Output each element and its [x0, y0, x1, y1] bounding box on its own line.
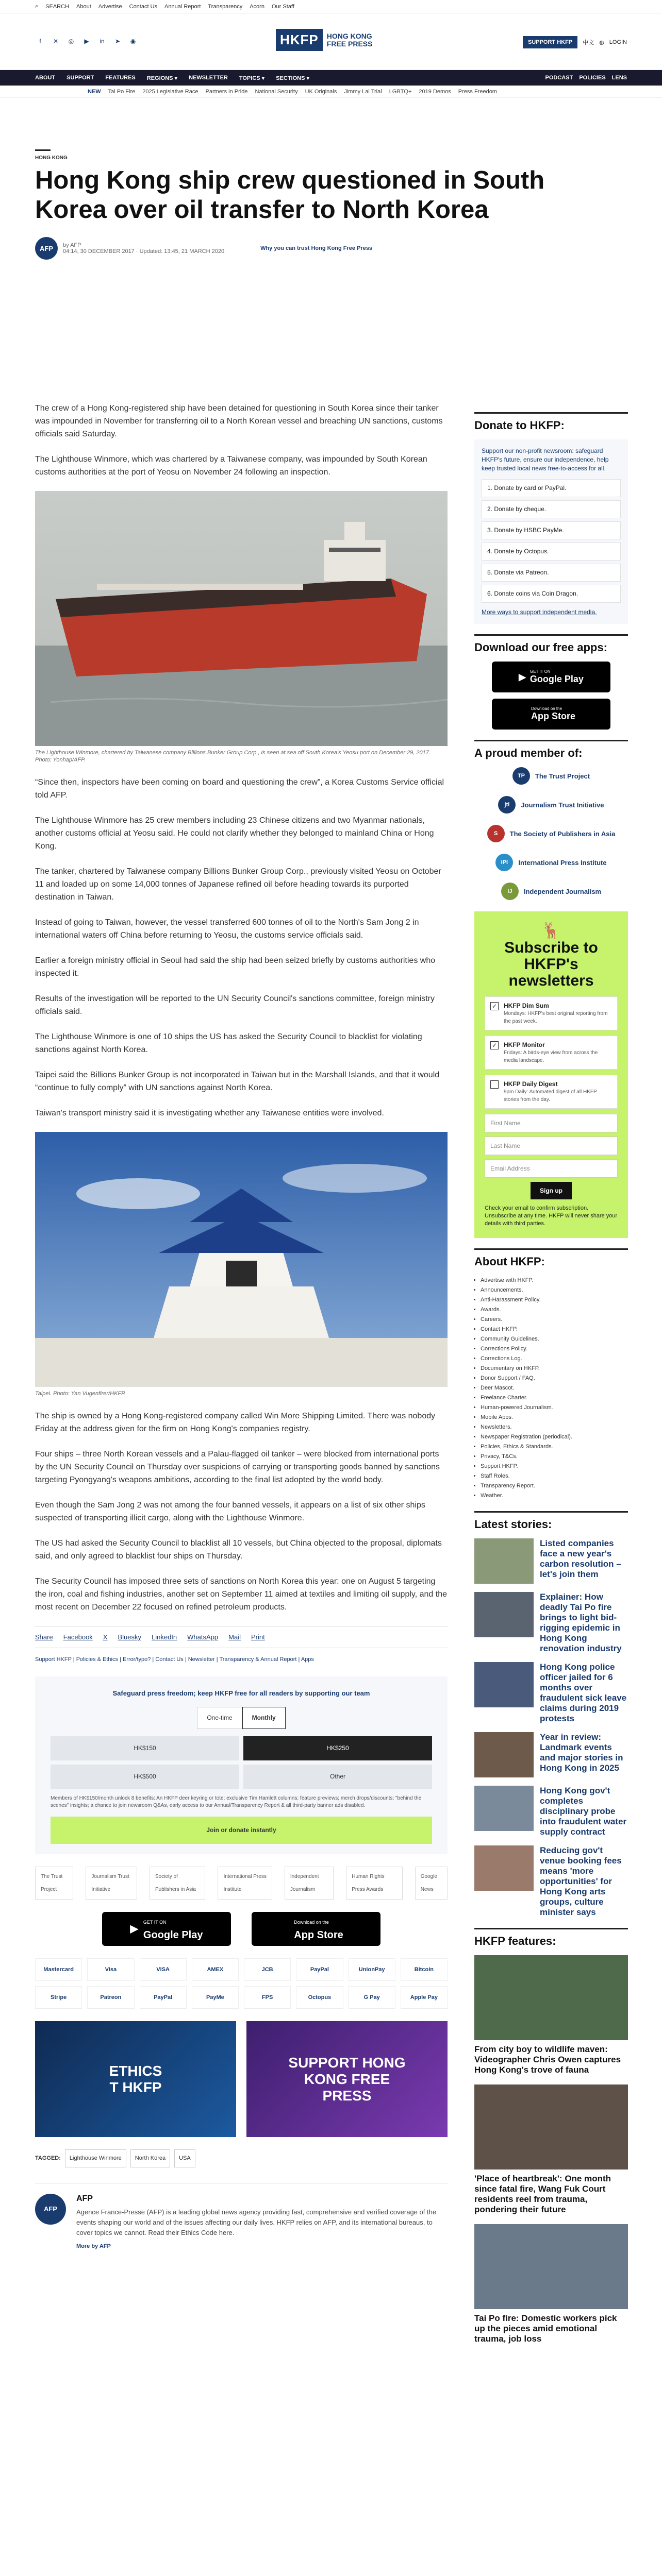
- story-title[interactable]: Year in review: Landmark events and major stories in Hong Kong in 2025: [540, 1732, 623, 1773]
- amount-option[interactable]: HK$500: [51, 1765, 239, 1789]
- feature-title[interactable]: Tai Po fire: Domestic workers pick up the pieces amid emotional trauma, job loss: [474, 2313, 617, 2344]
- amount-options: [51, 1736, 432, 1789]
- nav-policies[interactable]: POLICIES: [579, 75, 606, 81]
- about-links: [474, 1276, 628, 1501]
- newsletter-option[interactable]: HKFP Daily Digest 9pm Daily: Automated digest of all HKFP stories from the day.: [485, 1075, 618, 1109]
- paypal-icon[interactable]: PayPal: [140, 1986, 187, 2009]
- author-box: [35, 2183, 448, 2251]
- member-logo[interactable]: S The Society of Publishers in Asia: [474, 825, 628, 842]
- paragraph: Instead of going to Taiwan, however, the vessel transferred 600 tonnes of oil to the North's Sam Jong 2 in international waters off China before returning to Yeosu, the customs service officials said.: [35, 918, 419, 940]
- trust-link[interactable]: Why you can trust Hong Kong Free Press: [260, 245, 373, 251]
- paragraph: The crew of a Hong Kong-registered ship have been detained for questioning in South Korea since their tanker was impounded in November for transferring oil to a North Korean vessel and breaching UN sanctions, customs officials said Saturday.: [35, 404, 443, 438]
- paragraph: The US had asked the Security Council to blacklist all 10 vessels, but China objected to the proposal, diplomats said, and only agreed to blacklist four ships on Thursday.: [35, 1539, 442, 1561]
- sidebar-app-store-button[interactable]: Download on the App Store: [492, 699, 610, 730]
- features-title: HKFP features:: [474, 1928, 628, 1948]
- nav-lens[interactable]: LENS: [611, 75, 627, 81]
- byline: [35, 237, 628, 260]
- jcb-icon[interactable]: JCB: [244, 1958, 291, 1981]
- signup-button[interactable]: Sign up: [531, 1182, 572, 1199]
- top-utility-bar: [0, 0, 662, 13]
- about-link[interactable]: • Donor Support / FAQ.: [481, 1374, 628, 1383]
- trending-tag[interactable]: 2019 Demos: [419, 88, 451, 95]
- about-link[interactable]: • Policies, Ethics & Standards.: [481, 1442, 628, 1452]
- about-link[interactable]: • Announcements.: [481, 1285, 628, 1295]
- more-by-author-link[interactable]: More by AFP: [76, 2243, 111, 2249]
- topbar-link-transparency[interactable]: Transparency: [208, 3, 243, 10]
- latest-stories: [474, 1538, 628, 1918]
- tags-label: TAGGED:: [35, 2155, 61, 2161]
- apps-title: Download our free apps:: [474, 634, 628, 654]
- share-bluesky[interactable]: Bluesky: [118, 1633, 141, 1641]
- support-module: [35, 1676, 448, 1854]
- apple-pay-icon[interactable]: Apple Pay: [401, 1986, 448, 2009]
- sidebar: [474, 402, 628, 2353]
- trending-tag[interactable]: LGBTQ+: [389, 88, 412, 95]
- ipi-icon: IPI: [495, 854, 513, 871]
- about-link[interactable]: • Privacy, T&Cs.: [481, 1452, 628, 1462]
- figure-taipei: [35, 1132, 448, 1397]
- tag[interactable]: Lighthouse Winmore: [65, 2149, 126, 2167]
- story-title[interactable]: Listed companies face a new year's carbon resolution – let's join them: [540, 1538, 621, 1579]
- article-body: [35, 402, 448, 2251]
- checkbox[interactable]: [490, 1080, 499, 1089]
- byline-date: 04:14, 30 DECEMBER 2017 · Updated: 13:45, 21 MARCH 2020: [63, 248, 225, 255]
- paragraph: Results of the investigation will be reported to the UN Security Council's sanctions committee, foreign ministry officials said.: [35, 994, 435, 1016]
- mastercard-icon[interactable]: Mastercard: [35, 1958, 82, 1981]
- visa-icon[interactable]: Visa: [87, 1958, 134, 1981]
- search-icon[interactable]: ⌕: [35, 3, 39, 9]
- byline-author[interactable]: by AFP: [63, 242, 81, 248]
- partner-logo[interactable]: The Trust Project: [35, 1867, 73, 1900]
- about-link[interactable]: • Newspaper Registration (periodical).: [481, 1432, 628, 1442]
- story-thumbnail[interactable]: [474, 1538, 534, 1584]
- about-link[interactable]: • Mobile Apps.: [481, 1413, 628, 1422]
- donate-title: Donate to HKFP:: [474, 412, 628, 432]
- chinese-link[interactable]: 中文: [583, 40, 594, 46]
- about-link[interactable]: • Anti-Harassment Policy.: [481, 1295, 628, 1305]
- share-linkedin[interactable]: LinkedIn: [152, 1633, 177, 1641]
- article-footer-links[interactable]: Support HKFP | Policies & Ethics | Error/typo? | Contact Us | Newsletter | Transparency & Annual Report | Apps: [35, 1656, 314, 1663]
- article-category[interactable]: HONG KONG: [35, 149, 51, 161]
- facebook-icon[interactable]: f: [39, 38, 41, 45]
- article-tags: [35, 2149, 448, 2167]
- about-link[interactable]: • Corrections Log.: [481, 1354, 628, 1364]
- social-links: [35, 36, 138, 46]
- donate-intro[interactable]: Support our non-profit newsroom: safeguard HKFP's future, ensure our independence, help keep trusted local news free-to-access for all.: [482, 447, 609, 472]
- member-logo[interactable]: jti Journalism Trust Initiative: [474, 796, 628, 814]
- new-label: NEW: [88, 88, 101, 95]
- site-logo[interactable]: [276, 29, 372, 51]
- article-header: [35, 139, 628, 260]
- nav-newsletter[interactable]: NEWSLETTER: [189, 75, 228, 81]
- paragraph: The Security Council has imposed three sets of sanctions on North Korea this year: one on August 5 targeting the iron, coal and fishing industries, another set on September 11 aimed at textiles and limiting oil supply, and the most recent on December 22 focused on refined petroleum products.: [35, 1577, 447, 1612]
- figure-caption: The Lighthouse Winmore, chartered by Taiwanese company Billions Bunker Group Corp., is seen at sea off South Korea's Yeosu port on December 29, 2017. Photo: Yonhap/AFP.: [35, 750, 431, 763]
- donate-option[interactable]: 5. Donate via Patreon.: [482, 564, 621, 582]
- about-link[interactable]: • Documentary on HKFP.: [481, 1364, 628, 1374]
- tag[interactable]: North Korea: [130, 2149, 170, 2167]
- story-item[interactable]: [474, 1538, 628, 1584]
- about-link[interactable]: • Community Guidelines.: [481, 1334, 628, 1344]
- rss-icon[interactable]: ◉: [130, 38, 136, 45]
- twitter-icon[interactable]: ✕: [53, 38, 59, 45]
- telegram-icon[interactable]: ➤: [114, 38, 121, 45]
- youtube-icon[interactable]: ▶: [84, 38, 89, 45]
- paragraph: Earlier a foreign ministry official in Seoul had said the ship had been seized briefly by customs authorities who inspected it.: [35, 956, 436, 978]
- frequency-toggle: [45, 1707, 437, 1729]
- paragraph: Four ships – three North Korean vessels and a Palau-flagged oil tanker – were blocked from international ports by the UN Security Council on Thursday over suspicions of carrying or transporting goods banned by sanctions targeting Pyongyang's weapons ambitions, according to the final list adopted by the world body.: [35, 1450, 440, 1484]
- figure-caption: Taipei. Photo: Yan Vugenfirer/HKFP.: [35, 1391, 126, 1397]
- app-store-button[interactable]: Download on the App Store: [252, 1912, 380, 1946]
- story-title[interactable]: Hong Kong gov't completes disciplinary probe into fraudulent water supply contract: [540, 1786, 627, 1837]
- amount-option-other[interactable]: Other: [243, 1765, 432, 1789]
- partner-logo[interactable]: International Press Institute: [218, 1867, 272, 1900]
- nav-features[interactable]: FEATURES: [105, 75, 136, 81]
- app-download-row: [35, 1912, 448, 1946]
- topbar-link-about[interactable]: About: [76, 3, 91, 10]
- jti-icon: jti: [498, 796, 516, 814]
- nav-support[interactable]: SUPPORT: [67, 75, 94, 81]
- about-link[interactable]: • Transparency Report.: [481, 1481, 628, 1491]
- paragraph: Taiwan's transport ministry said it is investigating whether any Taiwanese entities were involved.: [35, 1109, 384, 1117]
- share-x[interactable]: X: [103, 1633, 108, 1641]
- amount-option[interactable]: HK$150: [51, 1736, 239, 1760]
- feature-stories: [474, 1955, 628, 2344]
- amount-option-selected[interactable]: HK$250: [243, 1736, 432, 1760]
- about-link[interactable]: • Contact HKFP.: [481, 1325, 628, 1334]
- about-link[interactable]: • Freelance Charter.: [481, 1393, 628, 1403]
- about-link[interactable]: • Newsletters.: [481, 1422, 628, 1432]
- latest-title: Latest stories:: [474, 1511, 628, 1531]
- topbar-link-advertise[interactable]: Advertise: [98, 3, 122, 10]
- feature-image[interactable]: [474, 2224, 628, 2309]
- feature-title[interactable]: From city boy to wildlife maven: Videographer Chris Owen captures Hong Kong's trove of fauna: [474, 2044, 621, 2075]
- trending-tag[interactable]: Tai Po Fire: [108, 88, 136, 95]
- brand-header: [0, 13, 662, 70]
- story-thumbnail[interactable]: [474, 1662, 534, 1707]
- linkedin-icon[interactable]: in: [100, 38, 105, 45]
- member-logo[interactable]: IPI International Press Institute: [474, 854, 628, 871]
- newsletter-note: Check your email to confirm subscription. Unsubscribe at any time. HKFP will never share your details with third parties.: [485, 1205, 618, 1227]
- partner-logo[interactable]: Independent Journalism: [285, 1867, 334, 1900]
- ethics-banner[interactable]: ETHICS T HKFP: [35, 2021, 236, 2137]
- trending-tag[interactable]: UK Originals: [305, 88, 337, 95]
- paragraph: The ship is owned by a Hong Kong-registered company called Win More Shipping Limited. There was nobody Friday at the address given for the firm on Hong Kong's companies registry.: [35, 1412, 436, 1433]
- search-link[interactable]: SEARCH: [45, 3, 70, 10]
- instagram-icon[interactable]: ◎: [68, 38, 74, 45]
- share-bar: [35, 1626, 448, 1648]
- patreon-icon[interactable]: Patreon: [87, 1986, 134, 2009]
- story-item[interactable]: [474, 1592, 628, 1654]
- unionpay-icon[interactable]: UnionPay: [349, 1958, 395, 1981]
- deer-mascot-icon: 🦌: [541, 922, 561, 939]
- octopus-icon[interactable]: Octopus: [296, 1986, 343, 2009]
- partner-logo[interactable]: Journalism Trust Initiative: [86, 1867, 137, 1900]
- partner-logo[interactable]: Google News: [415, 1867, 448, 1900]
- paragraph: The Lighthouse Winmore, which was chartered by a Taiwanese company, was impounded by South Korean customs authorities at the port of Yeosu on November 24 following an inspection.: [35, 455, 427, 477]
- support-headline[interactable]: Safeguard press freedom; keep HKFP free for all readers by supporting our team: [112, 1689, 370, 1697]
- tag[interactable]: USA: [174, 2149, 195, 2167]
- logo-line-2: FREE PRESS: [326, 39, 373, 48]
- about-link[interactable]: • Support HKFP.: [481, 1462, 628, 1471]
- promo-banners: [35, 2021, 448, 2137]
- newsletter-title: Subscribe to HKFP's newsletters: [504, 939, 598, 989]
- figure-ship: [35, 491, 448, 764]
- google-play-button[interactable]: ▶ GET IT ON Google Play: [102, 1912, 231, 1946]
- checkbox[interactable]: ✓: [490, 1002, 499, 1010]
- trust-project-icon: TP: [512, 767, 530, 785]
- feature-title[interactable]: 'Place of heartbreak': One month since fatal fire, Wang Fuk Court residents reel from trauma, pondering their future: [474, 2174, 611, 2214]
- story-title[interactable]: Explainer: How deadly Tai Po fire brings to light bid-rigging epidemic in Hong Kong renovation industry: [540, 1592, 622, 1653]
- main-navigation: [0, 70, 662, 86]
- about-link[interactable]: • Human-powered Journalism.: [481, 1403, 628, 1413]
- donate-option[interactable]: 2. Donate by cheque.: [482, 500, 621, 518]
- paragraph: The tanker, chartered by Taiwanese company Billions Bunker Group Corp., previously visited Yeosu on October 11 and loaded up on some 14,000 tonnes of Japanese refined oil before heading towards its purported destination in Taiwan.: [35, 867, 441, 902]
- partner-logo[interactable]: Society of Publishers in Asia: [150, 1867, 205, 1900]
- story-thumbnail[interactable]: [474, 1592, 534, 1637]
- checkbox[interactable]: ✓: [490, 1041, 499, 1049]
- about-link[interactable]: • Deer Mascot.: [481, 1383, 628, 1393]
- last-name-field[interactable]: Last Name: [485, 1137, 618, 1155]
- about-link[interactable]: • Corrections Policy.: [481, 1344, 628, 1354]
- article-title: Hong Kong ship crew questioned in South Korea over oil transfer to North Korea: [35, 166, 545, 224]
- share-facebook[interactable]: Facebook: [63, 1633, 93, 1641]
- first-name-field[interactable]: First Name: [485, 1114, 618, 1132]
- taipei-photo: [35, 1132, 448, 1387]
- bitcoin-icon[interactable]: Bitcoin: [401, 1958, 448, 1981]
- about-link[interactable]: • Careers.: [481, 1315, 628, 1325]
- author-avatar[interactable]: AFP: [35, 237, 58, 260]
- member-benefits: Members of HK$150/month unlock 8 benefits: An HKFP deer keyring or tote; exclusive Tim Hamlett columns; feature previews; merch drops/discounts; "behind the scenes" insights; a chance to join newsroom Q&As, early access to our Annual/Transparency Report & all third-party banner ads disabled.: [51, 1795, 422, 1808]
- logo-line-1: HONG KONG: [326, 31, 372, 40]
- trending-tag[interactable]: Press Freedom: [458, 88, 497, 95]
- topbar-link-contact[interactable]: Contact Us: [129, 3, 158, 10]
- nav-about[interactable]: ABOUT: [35, 75, 56, 81]
- nav-podcast[interactable]: PODCAST: [545, 75, 573, 81]
- trending-tag[interactable]: Jimmy Lai Trial: [344, 88, 382, 95]
- donate-option[interactable]: 1. Donate by card or PayPal.: [482, 479, 621, 497]
- donate-option[interactable]: 6. Donate coins via Coin Dragon.: [482, 585, 621, 603]
- trending-tag[interactable]: Partners in Pride: [205, 88, 248, 95]
- login-link[interactable]: LOGIN: [609, 39, 627, 45]
- user-icon[interactable]: ◍: [599, 39, 604, 46]
- email-field[interactable]: Email Address: [485, 1159, 618, 1178]
- paragraph: “Since then, inspectors have been coming on board and questioning the crew”, a Korea Customs Service official told AFP.: [35, 778, 444, 800]
- paragraph: Even though the Sam Jong 2 was not among the four banned vessels, it appears on a list of six other ships suspected of transporting illicit cargo, along with the Lighthouse Winmore.: [35, 1501, 425, 1522]
- newsletter-signup: [474, 911, 628, 1238]
- nav-regions[interactable]: REGIONS ▾: [146, 75, 178, 81]
- topbar-link-staff[interactable]: Our Staff: [271, 3, 294, 10]
- paragraph: The Lighthouse Winmore is one of 10 ships the US has asked the Security Council to blacklist for violating sanctions against North Korea.: [35, 1032, 422, 1054]
- topbar-link-annual-report[interactable]: Annual Report: [164, 3, 201, 10]
- support-hkfp-button[interactable]: SUPPORT HKFP: [523, 36, 577, 48]
- logo-mark: HKFP: [276, 29, 323, 51]
- stripe-icon[interactable]: Stripe: [35, 1986, 82, 2009]
- independent-journalism-icon: IJ: [501, 883, 519, 900]
- share-print[interactable]: Print: [251, 1633, 265, 1641]
- topbar-link-acorn[interactable]: Acorn: [250, 3, 264, 10]
- trending-tag[interactable]: National Security: [255, 88, 298, 95]
- member-title: A proud member of:: [474, 740, 628, 760]
- google-play-icon: ▶: [519, 671, 526, 682]
- partner-logos: [35, 1867, 448, 1900]
- newsletter-option[interactable]: ✓ HKFP Monitor Fridays: A birds-eye view from across the media landscape.: [485, 1036, 618, 1070]
- member-logo[interactable]: TP The Trust Project: [474, 767, 628, 785]
- story-item[interactable]: [474, 1732, 628, 1777]
- donate-option[interactable]: 3. Donate by HSBC PayMe.: [482, 521, 621, 539]
- monthly-toggle[interactable]: Monthly: [242, 1707, 286, 1729]
- about-link[interactable]: • Weather.: [481, 1491, 628, 1501]
- story-item[interactable]: [474, 1845, 628, 1918]
- paragraph: The Lighthouse Winmore has 25 crew members including 23 Chinese citizens and two Myanmar nationals, another customs official at Yeosu said. He could not clarify whether they belonged to mainland China or Hong Kong.: [35, 816, 434, 851]
- about-link[interactable]: • Advertise with HKFP.: [481, 1276, 628, 1285]
- more-ways-link[interactable]: More ways to support independent media.: [482, 608, 597, 616]
- donate-box: [474, 439, 628, 624]
- fps-icon[interactable]: FPS: [244, 1986, 291, 2009]
- google-pay-icon[interactable]: G Pay: [349, 1986, 395, 2009]
- sopa-icon: S: [487, 825, 505, 842]
- feature-image[interactable]: [474, 1955, 628, 2040]
- nav-topics[interactable]: TOPICS ▾: [239, 75, 265, 81]
- story-item[interactable]: [474, 1786, 628, 1837]
- share-link[interactable]: Share: [35, 1633, 53, 1641]
- about-link[interactable]: • Awards.: [481, 1305, 628, 1315]
- payment-methods: [35, 1958, 448, 2009]
- nav-sections[interactable]: SECTIONS ▾: [276, 75, 309, 81]
- partner-logo[interactable]: Human Rights Press Awards: [346, 1867, 402, 1900]
- share-mail[interactable]: Mail: [228, 1633, 241, 1641]
- paragraph: Taipei said the Billions Bunker Group is not incorporated in Taiwan but in the Marshall Islands, and that it would “continue to fully comply” with UN sanctions against North Korea.: [35, 1071, 440, 1092]
- story-thumbnail[interactable]: [474, 1732, 534, 1777]
- payme-icon[interactable]: PayMe: [192, 1986, 239, 2009]
- visa-icon[interactable]: VISA: [140, 1958, 187, 1981]
- about-title: About HKFP:: [474, 1248, 628, 1268]
- story-thumbnail[interactable]: [474, 1845, 534, 1891]
- sidebar-google-play-button[interactable]: ▶ GET IT ON Google Play: [492, 662, 610, 692]
- ship-photo: [35, 491, 448, 746]
- donate-option[interactable]: 4. Donate by Octopus.: [482, 543, 621, 561]
- trending-tag[interactable]: 2025 Legislative Race: [142, 88, 198, 95]
- author-name[interactable]: AFP: [76, 2194, 93, 2203]
- about-link[interactable]: • Staff Roles.: [481, 1471, 628, 1481]
- join-button[interactable]: Join or donate instantly: [51, 1817, 432, 1844]
- newsletter-option[interactable]: ✓ HKFP Dim Sum Mondays: HKFP's best original reporting from the past week.: [485, 996, 618, 1030]
- trending-tags-bar: [0, 86, 662, 98]
- amex-icon[interactable]: AMEX: [192, 1958, 239, 1981]
- paypal-icon[interactable]: PayPal: [296, 1958, 343, 1981]
- author-avatar[interactable]: AFP: [35, 2194, 66, 2225]
- one-time-toggle[interactable]: One-time: [197, 1707, 242, 1729]
- share-whatsapp[interactable]: WhatsApp: [187, 1633, 219, 1641]
- support-banner[interactable]: SUPPORT HONG KONG FREE PRESS: [246, 2021, 448, 2137]
- google-play-icon: ▶: [130, 1923, 138, 1935]
- story-item[interactable]: [474, 1662, 628, 1724]
- feature-image[interactable]: [474, 2084, 628, 2170]
- story-title[interactable]: Hong Kong police officer jailed for 6 months over fraudulent sick leave claims during 2019 protests: [540, 1662, 627, 1723]
- story-thumbnail[interactable]: [474, 1786, 534, 1831]
- story-title[interactable]: Reducing gov't venue booking fees means 'more opportunities' for Hong Kong arts groups, culture minister says: [540, 1845, 622, 1917]
- author-bio: Agence France-Presse (AFP) is a leading global news agency providing fast, comprehensive and verified coverage of the events shaping our world and of the issues affecting our daily lives. HKFP relies on AFP, and its international bureaus, to cover topics we cannot. Read their Ethics Code here.: [76, 2208, 437, 2236]
- member-logo[interactable]: IJ Independent Journalism: [474, 883, 628, 900]
